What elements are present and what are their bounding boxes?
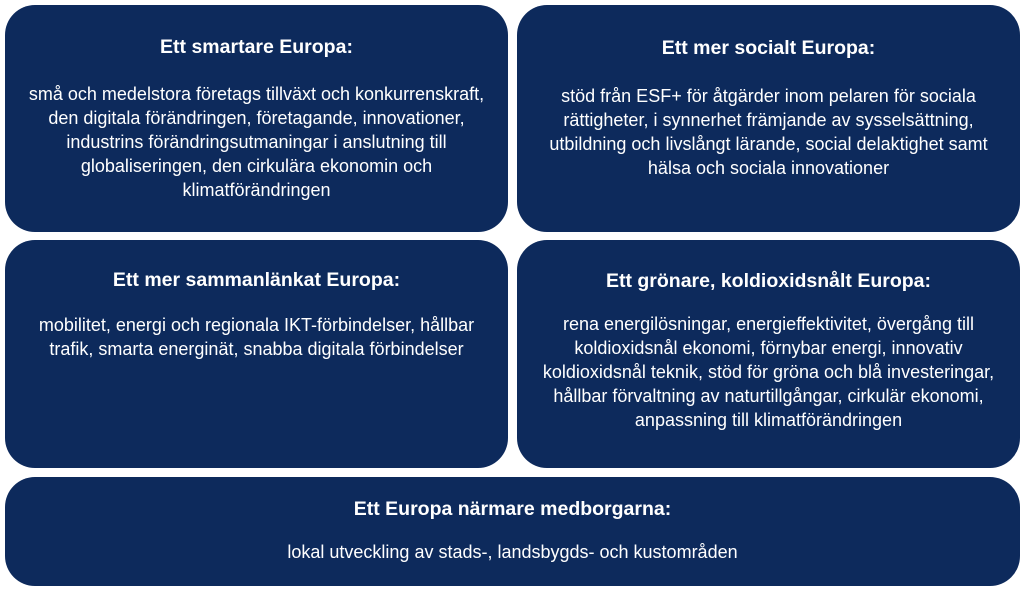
goal-box-social-europe xyxy=(517,5,1020,232)
goal-title: Ett mer socialt Europa: xyxy=(661,37,876,59)
goal-description: rena energilösningar, energieffektivitet, övergång till koldioxidsnål ekonomi, förnybar energi, innovativ koldioxidsnål teknik, stöd för gröna och blå investeringar, hållbar förvaltning av naturtillgångar, cirkulär ekonomi, anpassning till klimatförändringen xyxy=(542,314,995,430)
goal-title: Ett smartare Europa: xyxy=(160,36,353,58)
goal-title: Ett mer sammanlänkat Europa: xyxy=(112,269,401,291)
goal-box-smarter-europe xyxy=(5,5,508,232)
goal-description: lokal utveckling av stads-, landsbygds- och kustområden xyxy=(287,542,738,562)
goal-box-europe-closer-to-citizens xyxy=(5,477,1020,586)
goal-description: små och medelstora företags tillväxt och konkurrenskraft, den digitala förändringen, företagande, innovationer, industrins förändringsutmaningar i anslutning till globaliseringen, den cirkulära ekonomin och klimatförändringen xyxy=(28,84,485,200)
goal-box-connected-europe xyxy=(5,240,508,468)
goal-title: Ett Europa närmare medborgarna: xyxy=(353,498,672,520)
goal-description: stöd från ESF+ för åtgärder inom pelaren för sociala rättigheter, i synnerhet främjande av sysselsättning, utbildning och livslångt lärande, social delaktighet samt hälsa och sociala innovationer xyxy=(549,86,988,178)
goal-box-greener-europe xyxy=(517,240,1020,468)
goal-title: Ett grönare, koldioxidsnålt Europa: xyxy=(605,270,932,292)
goal-description: mobilitet, energi och regionala IKT-förbindelser, hållbar trafik, smarta energinät, snabba digitala förbindelser xyxy=(38,315,475,359)
